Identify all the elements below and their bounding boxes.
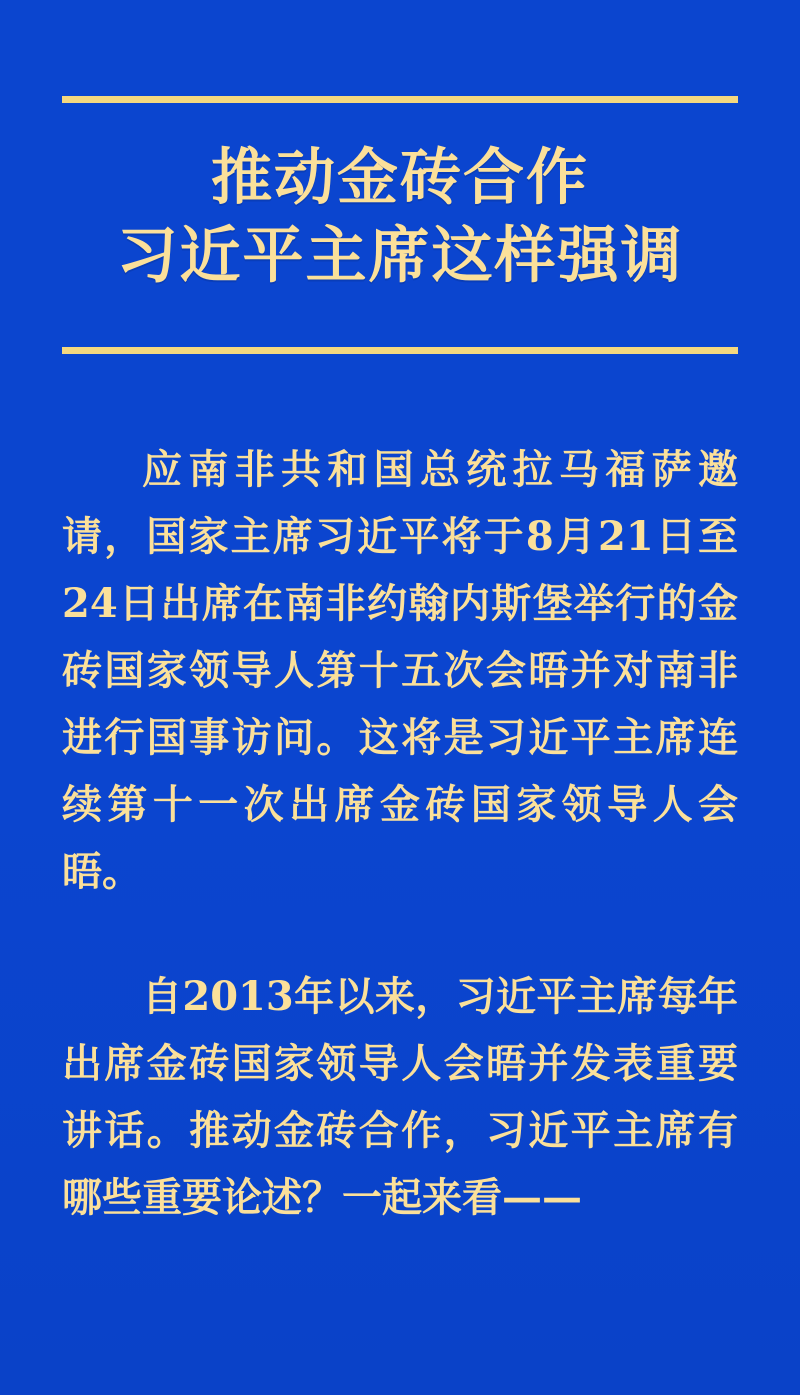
article-body bbox=[62, 436, 738, 1231]
title-line-2: 习近平主席这样强调 bbox=[116, 220, 684, 291]
divider-bottom bbox=[62, 347, 738, 354]
divider-top bbox=[62, 96, 738, 103]
paragraph-2: 自2013年以来，习近平主席每年出席金砖国家领导人会晤并发表重要讲话。推动金砖合作，习近平主席有哪些重要论述？一起来看—— bbox=[62, 973, 738, 1221]
paragraph-1: 应南非共和国总统拉马福萨邀请，国家主席习近平将于8月21日至24日出席在南非约翰内斯堡举行的金砖国家领导人第十五次会晤并对南非进行国事访问。这将是习近平主席连续第十一次出席金砖国家领导人会晤。 bbox=[62, 446, 738, 895]
poster-page bbox=[0, 96, 800, 1395]
title-line-1: 推动金砖合作 bbox=[210, 142, 589, 213]
page-title bbox=[62, 139, 738, 295]
